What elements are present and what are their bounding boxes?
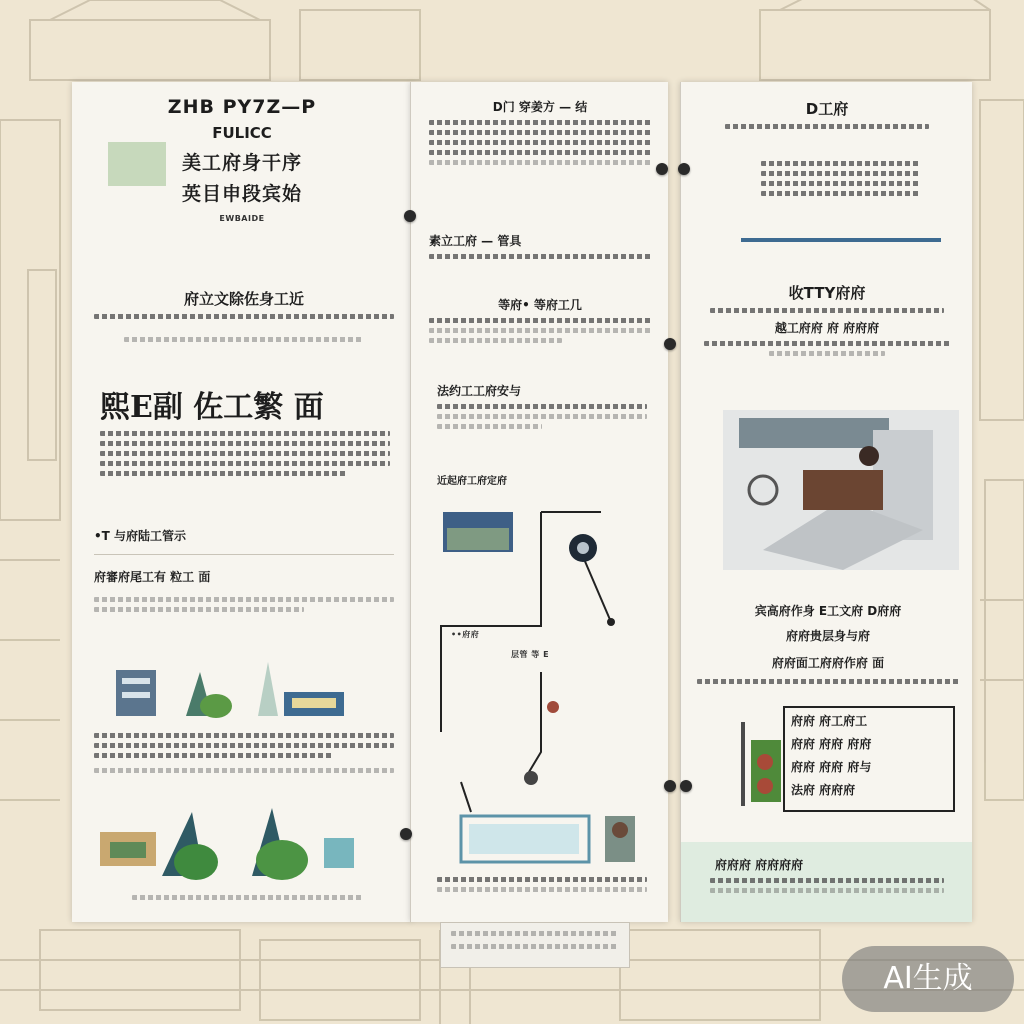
right-blue-rule <box>741 238 941 242</box>
mid-title1: D门 穿姜方 — 结 <box>492 100 588 114</box>
right-footer <box>681 842 972 922</box>
middle-panel <box>410 82 668 922</box>
left-header-line3: 美工府身干序 <box>181 152 302 174</box>
pin-marker <box>680 780 692 792</box>
left-footer-text <box>132 890 362 905</box>
left-illustration-row2 <box>92 802 392 882</box>
right-title2: 收TTY府府 <box>788 284 866 302</box>
right-section3 <box>697 602 959 689</box>
mid-footer-text <box>437 872 647 897</box>
mid-section5 <box>437 472 647 487</box>
right-box-line4: 法府 府府府 <box>791 783 856 797</box>
pin-marker <box>678 163 690 175</box>
right-section1 <box>681 98 972 134</box>
mid-title5: 近起府工府定府 <box>437 476 507 487</box>
left-header-line1: ZHB PY7Z—P <box>167 96 317 118</box>
left-section1-title: 府立文除佐身工近 <box>183 290 304 308</box>
left-section2 <box>94 527 394 565</box>
right-room-illustration <box>723 410 959 570</box>
mid-diagram-label1-wrap <box>451 622 479 641</box>
pin-marker <box>664 338 676 350</box>
left-header-line2: FULICC <box>212 124 272 142</box>
left-section2-title: •T 与府陆工管示 <box>94 529 187 543</box>
left-header-line4: 英目申段宾始 <box>181 183 302 205</box>
mid-bottom-illustration <box>455 810 645 870</box>
mid-title3: 等府• 等府工几 <box>498 298 582 312</box>
pin-marker <box>664 780 676 792</box>
mid-title2: 素立工府 — 管具 <box>429 234 522 248</box>
right-box-line1: 府府 府工府工 <box>791 714 868 728</box>
left-big-title-block <box>100 382 390 481</box>
mid-diagram-label1: ••府府 <box>451 630 480 639</box>
mid-section3 <box>429 296 651 348</box>
mid-section1 <box>429 98 651 170</box>
right-title1: D工府 <box>805 100 849 118</box>
left-big-title: 熙E副 佐工繁 面 <box>100 390 324 425</box>
ai-generated-badge: AI生成 <box>842 946 1014 1012</box>
right-title6: 府府面工府府作府 面 <box>771 656 885 670</box>
right-box-line3: 府府 府府 府与 <box>791 760 872 774</box>
pin-marker <box>656 163 668 175</box>
mid-section2 <box>429 232 651 264</box>
left-section1 <box>94 288 394 347</box>
pin-marker <box>404 210 416 222</box>
right-panel <box>680 82 972 922</box>
left-illustration-row1 <box>108 632 388 722</box>
left-section3-title: 府審府尾工有 粒工 面 <box>94 570 211 584</box>
left-header-line5: EWBAIDE <box>219 214 265 223</box>
mid-diagram-label2: 层管 等 E <box>511 650 550 659</box>
right-title5: 府府贵层身与府 <box>785 629 870 643</box>
pin-marker <box>400 828 412 840</box>
right-footer-title: 府府府 府府府府 <box>715 858 804 872</box>
right-green-sign-icon <box>705 722 781 806</box>
right-info-box <box>783 706 955 812</box>
right-box-line2: 府府 府府 府府 <box>791 737 872 751</box>
mid-title4: 法约工工府安与 <box>437 384 522 398</box>
left-body-text <box>94 728 394 778</box>
left-panel <box>72 82 412 922</box>
bottom-book-edge <box>440 922 630 968</box>
right-title3: 越工府府 府 府府府 <box>774 321 880 335</box>
left-section3 <box>94 568 394 617</box>
right-section2 <box>681 282 972 361</box>
mid-diagram-label2-wrap <box>511 642 549 661</box>
right-text-block1 <box>761 156 921 201</box>
right-title4: 宾高府作身 E工文府 D府府 <box>754 604 902 618</box>
green-stamp-graphic <box>108 142 166 186</box>
mid-section4 <box>437 382 647 434</box>
